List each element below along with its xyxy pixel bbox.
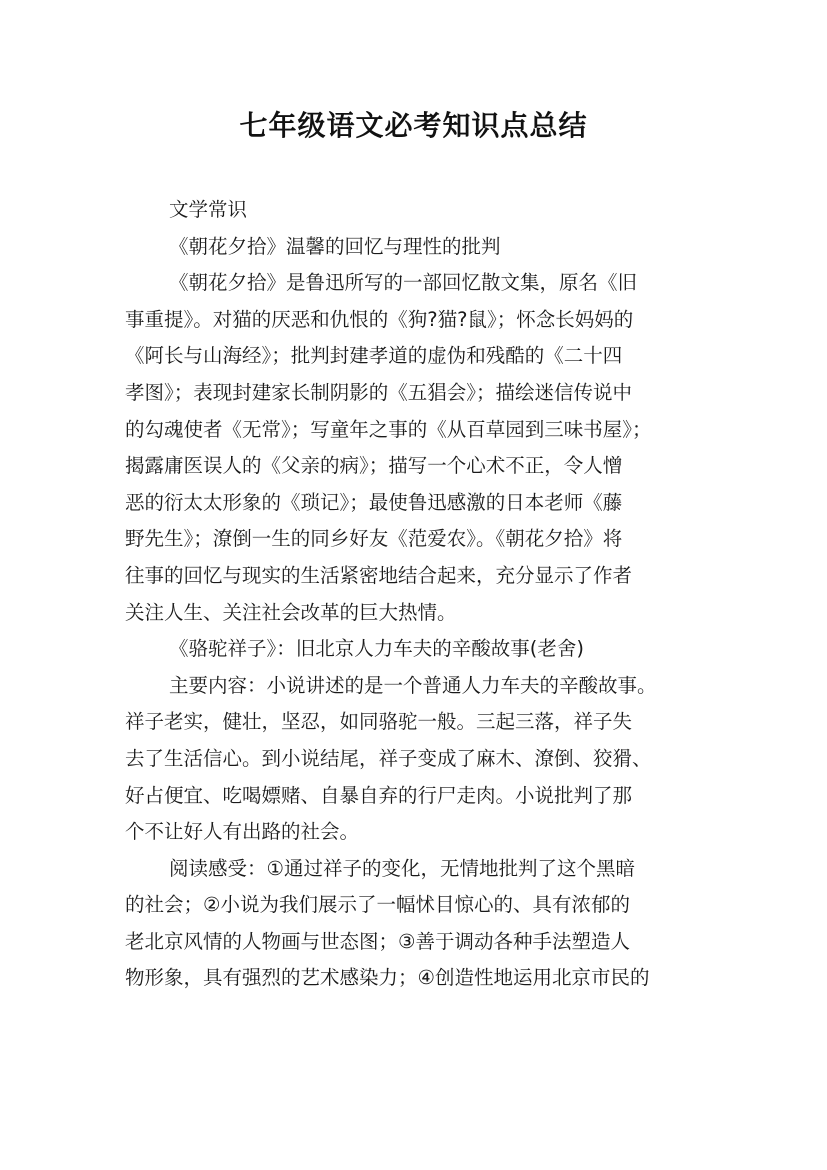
text-line: 关注人生、关注社会改革的巨大热情。 bbox=[125, 600, 457, 624]
text-line: 个不让好人有出路的社会。 bbox=[125, 820, 360, 844]
text-line: 的社会；②小说为我们展示了一幅怵目惊心的、具有浓郁的 bbox=[125, 893, 630, 917]
text-line: 主要内容：小说讲述的是一个普通人力车夫的辛酸故事。 bbox=[169, 673, 657, 697]
text-line: 往事的回忆与现实的生活紧密地结合起来，充分显示了作者 bbox=[125, 563, 633, 587]
text-line: 物形象，具有强烈的艺术感染力；④创造性地运用北京市民的 bbox=[125, 966, 650, 990]
text-line: 祥子老实，健壮，坚忍，如同骆驼一般。三起三落，祥子失 bbox=[125, 710, 633, 734]
text-line: 恶的衍太太形象的《琐记》；最使鲁迅感激的日本老师《藤 bbox=[125, 490, 623, 514]
text-line: 事重提》。对猫的厌恶和仇恨的《狗?猫?鼠》；怀念长妈妈的 bbox=[125, 307, 634, 331]
text-line: 野先生》；潦倒一生的同乡好友《范爱农》。《朝花夕拾》将 bbox=[125, 527, 623, 551]
text-line: 《朝花夕拾》温馨的回忆与理性的批判 bbox=[169, 234, 501, 258]
document-body bbox=[125, 192, 705, 997]
text-line: 《阿长与山海经》；批判封建孝道的虚伪和残酷的《二十四 bbox=[125, 344, 623, 368]
text-line: 孝图》；表现封建家长制阴影的《五猖会》；描绘迷信传说中 bbox=[125, 380, 633, 404]
text-line: 去了生活信心。到小说结尾，祥子变成了麻木、潦倒、狡猾、 bbox=[125, 746, 652, 770]
text-line: 好占便宜、吃喝嫖赌、自暴自弃的行尸走肉。小说批判了那 bbox=[125, 783, 633, 807]
text-line: 《朝花夕拾》是鲁迅所写的一部回忆散文集，原名《旧 bbox=[169, 271, 638, 295]
text-line: 的勾魂使者《无常》；写童年之事的《从百草园到三味书屋》； bbox=[125, 417, 652, 441]
text-line: 揭露庸医误人的《父亲的病》；描写一个心术不正，令人憎 bbox=[125, 454, 623, 478]
text-line: 阅读感受：①通过祥子的变化，无情地批判了这个黑暗 bbox=[169, 856, 635, 880]
document-title: 七年级语文必考知识点总结 bbox=[239, 109, 588, 142]
text-line: 《骆驼祥子》：旧北京人力车夫的辛酸故事(老舍) bbox=[169, 637, 584, 661]
text-line: 老北京风情的人物画与世态图；③善于调动各种手法塑造人 bbox=[125, 929, 630, 953]
text-line: 文学常识 bbox=[169, 198, 248, 221]
